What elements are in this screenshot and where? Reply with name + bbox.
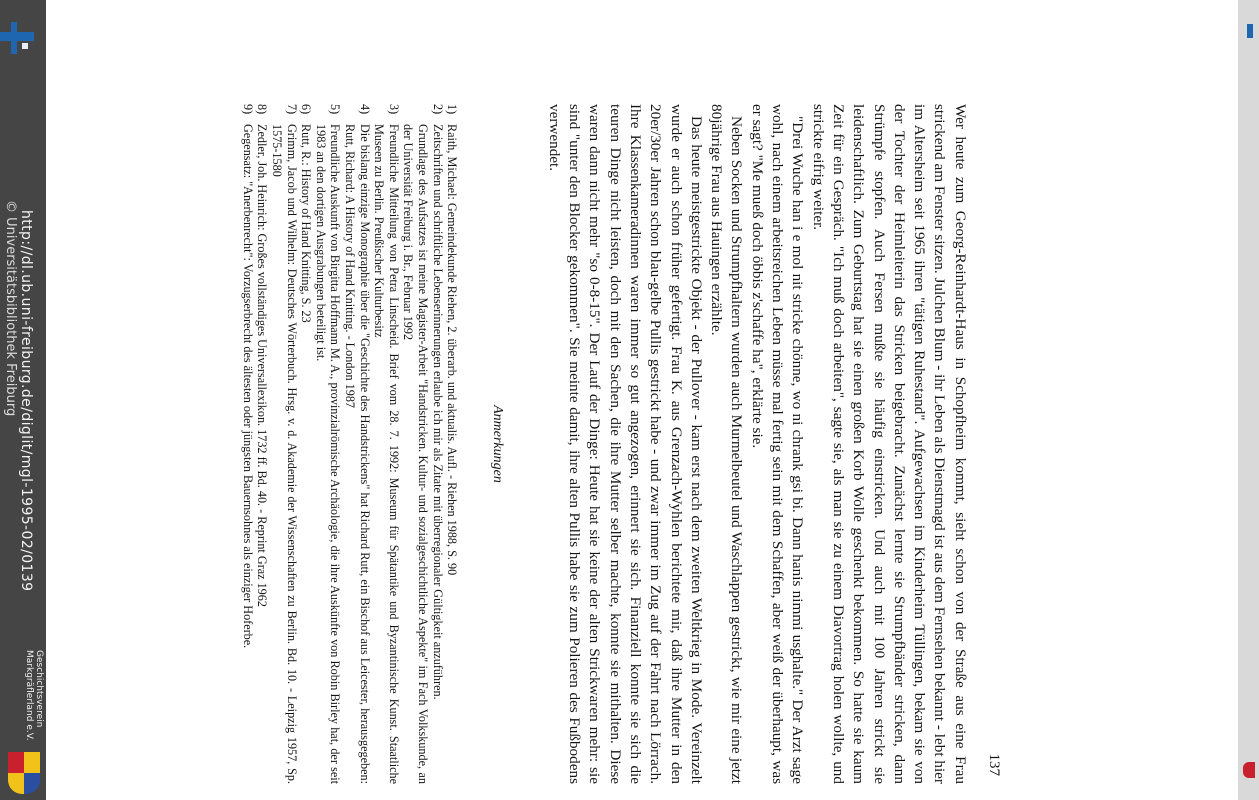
note-text: Gegensatz: "Anerbenrecht": Vorzugserbrecht des ältesten oder jüngsten Bauernsohnes als einziger Hoferbe. xyxy=(240,124,255,649)
note-item xyxy=(299,104,314,784)
note-text: Freundliche Mitteilung von Petra Linscheid. Brief vom 28. 7. 1992: Museum für Spätantike und Byzantinische Kunst. Staatliche Museen zu Berlin. Preußischer Kulturbesitz xyxy=(372,124,401,784)
note-text: Grundlage des Aufsatzes ist meine Magister-Arbeit "Handstricken. Kultur- und sozialgeschichtliche Aspekte" im Fach Volkskunde, an der Universität Freiburg i. Br., Februar 1992 xyxy=(401,124,430,784)
note-item xyxy=(342,104,371,784)
note-number: 7) xyxy=(284,104,299,115)
document-url[interactable]: http://dl.ub.uni-freiburg.de/diglit/mgl-1995-02/0139 xyxy=(18,210,34,592)
society-line-1: Geschichtsverein xyxy=(34,650,44,728)
scanned-page xyxy=(240,104,1004,784)
note-item xyxy=(255,104,270,784)
note-item xyxy=(240,104,255,784)
paragraph: Das heute meistgestrickte Objekt - der Pullover - kam erst nach dem zweiten Weltkrieg in Mode. Vereinzelt wurde er auch schon früher gefertigt. Frau K. aus Grenzach-Wyhlen berichtete mir, daß ihre Mutter in den 20er/30er Jahren schon blau-gelbe Pullis gestrickt habe - und zwar immer im Zug auf der Fahrt nach Lörrach. Ihre Klassenkameradinnen waren immer so gut angezogen, erinnert sie sich. Finanziell konnte sie sich die teuren Dinge nicht leisten, doch mit den Sachen, die ihre Mutter selber machte, konnte sie mithalten. Diese waren dann nicht mehr "so 0-8-15". Der Lauf der Dinge: Heute hat sie keine der alten Strickwaren mehr: sie sind "unter den Blocker gekommen". Sie meinte damit, ihre alten Pullis habe sie zum Polieren des Fußbodens verwendet. xyxy=(545,104,705,784)
paragraph: "Drei Wuche han i e mol nit stricke chönne, wo ni chrank gsi bi. Dann hanis nimmi usghalte." Der Arzt sage wohl, nach einem arbeitsreichen Leben müsse mal fertig sein mit dem Schaffen, aber weiß der überhaupt, was er sagt? "Me mueß doch öbbis z'schaffe ha", erklärte sie. xyxy=(748,104,807,784)
note-number: 1) xyxy=(445,104,460,115)
note-item xyxy=(372,104,401,784)
society-name xyxy=(24,650,44,741)
note-number: 4) xyxy=(357,104,372,115)
note-text: Grimm, Jacob und Wilhelm: Deutsches Wörterbuch. Hrsg. v. d. Akademie der Wissenschaften zu Berlin. Bd. 10. - Leipzig 1957, Sp. 1575-1580 xyxy=(270,124,299,784)
paragraph: Neben Socken und Strumpfhaltern wurden auch Murmelbeutel und Waschlappen gestrickt, wie mir eine jetzt 80jährige Frau aus Hauingen erzählte. xyxy=(708,104,746,784)
note-item xyxy=(445,104,460,784)
note-item xyxy=(269,104,298,784)
coat-of-arms-icon xyxy=(8,752,40,794)
note-text: Raith, Michael: Gemeindekunde Riehen, 2. überarb. und aktualis. Aufl. - Riehen 1988, S. 90 xyxy=(445,124,460,576)
note-number: 6) xyxy=(299,104,314,115)
note-number: 9) xyxy=(240,104,255,115)
note-item xyxy=(313,104,342,784)
notes-heading: Anmerkungen xyxy=(490,405,506,483)
note-item xyxy=(401,104,430,784)
viewer-right-strip xyxy=(1238,0,1259,800)
note-number: 3) xyxy=(386,104,401,115)
note-item xyxy=(430,104,445,784)
paragraph: Wer heute zum Georg-Reinhardt-Haus in Schopfheim kommt, sieht schon von der Straße aus eine Frau strickend am Fenster sitzen. Julchen Blum - ihr Leben als Dienstmagd ist aus dem Fernsehen bekannt - lebt hier im Altersheim seit 1965 ihren "tätigen Ruhestand". Aufgewachsen im Kinderheim Tüllingen, bekam sie von der Tochter der Heimleiterin das Stricken beigebracht. Zunächst lernte sie Strumpfbänder stricken, dann Strümpfe stopfen. Auch Fersen mußte sie häufig einstricken. Und auch mit 100 Jahren strickt sie leidenschaftlich. Zum Geburtstag hat sie einen großen Korb Wolle geschenkt bekommen. So hatte sie kaum Zeit für ein Gespräch. "Ich muß doch arbeiten", sagte sie, als man sie zu einem Diavortrag holen wollte, und strickte eifrig weiter. xyxy=(809,104,969,784)
note-number: 8) xyxy=(255,104,270,115)
copyright-notice: © Universitätsbibliothek Freiburg xyxy=(3,200,18,417)
notes-list xyxy=(240,104,459,784)
note-text: Freundliche Auskunft von Birgitta Hoffmann M. A., provinzialrömische Archäologie, die ihre Auskünfte von Robin Birley hat, der seit 1983 an den dortigen Ausgrabungen beteiligt ist. xyxy=(313,124,343,784)
ub-freiburg-logo-icon[interactable] xyxy=(0,18,40,58)
note-text: Rutt, R.: History of Hand Knitting, S. 23 xyxy=(299,124,314,323)
viewer-left-strip xyxy=(0,0,46,800)
society-line-2: Markgräflerland e.V. xyxy=(24,650,34,741)
note-text: Zeitschriften und schriftliche Lebenserinnerungen erlaube ich mir als Zitate mit überregionaler Gültigkeit anzuführen. xyxy=(430,124,445,700)
ub-mark-icon xyxy=(1247,24,1253,38)
note-number: 2) xyxy=(430,104,445,115)
note-number: 5) xyxy=(328,104,343,115)
page-number: 137 xyxy=(986,753,1002,776)
note-text: Die bislang einzige Monographie über die "Geschichte des Handstrickens" hat Richard Rutt, ein Bischof aus Leicester, herausgegeben: Rutt, Richard: A History of Hand Knitting. - London 1987 xyxy=(343,124,372,784)
coat-of-arms-partial-icon xyxy=(1243,762,1255,778)
note-text: Zedler, Joh. Heinrich: Großes vollständiges Universallexikon. 1732 ff. Bd. 40. - Reprint Graz 1962 xyxy=(255,124,270,607)
